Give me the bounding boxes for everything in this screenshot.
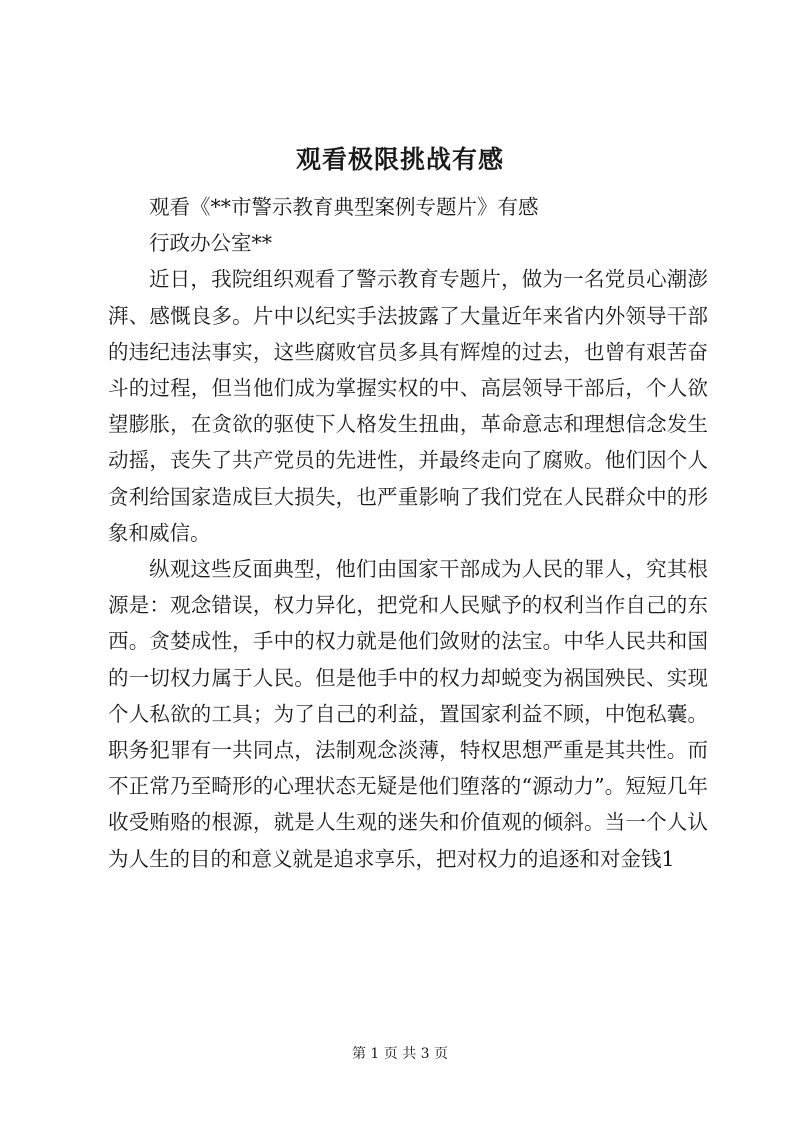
document-subtitle: 观看《**市警示教育典型案例专题片》有感 <box>149 195 539 219</box>
paragraph: 纵观这些反面典型，他们由国家干部成为人民的罪人，究其根源是：观念错误，权力异化，把党和人民赋予的权利当作自己的东西。贪婪成性，手中的权力就是他们敛财的法宝。中华人民共和国的一切权力属于人民。但是他手中的权力却蜕变为祸国殃民、实现个人私欲的工具；为了自己的利益，置国家利益不顾，中饱私囊。职务犯罪有一共同点，法制观念淡薄，特权思想严重是其共性。而不正常乃至畸形的心理状态无疑是他们堕落的“源动力”。短短几年收受贿赂的根源，就是人生观的迷失和价值观的倾斜。当一个人认为人生的目的和意义就是追求享乐，把对权力的追逐和对金钱1 <box>108 557 708 871</box>
document-body <box>108 189 708 877</box>
document-author: 行政办公室** <box>149 231 272 256</box>
document-title: 观看极限挑战有感 <box>295 145 504 174</box>
page-footer: 第 1 页 共 3 页 <box>351 1046 449 1062</box>
paragraph: 近日，我院组织观看了警示教育专题片，做为一名党员心潮澎湃、感慨良多。片中以纪实手法披露了大量近年来省内外领导干部的违纪违法事实，这些腐败官员多具有辉煌的过去，也曾有艰苦奋斗的过程，但当他们成为掌握实权的中、高层领导干部后，个人欲望膨胀，在贪欲的驱使下人格发生扭曲，革命意志和理想信念发生动摇，丧失了共产党员的先进性，并最终走向了腐败。他们因个人贪利给国家造成巨大损失，也严重影响了我们党在人民群众中的形象和威信。 <box>108 267 708 545</box>
